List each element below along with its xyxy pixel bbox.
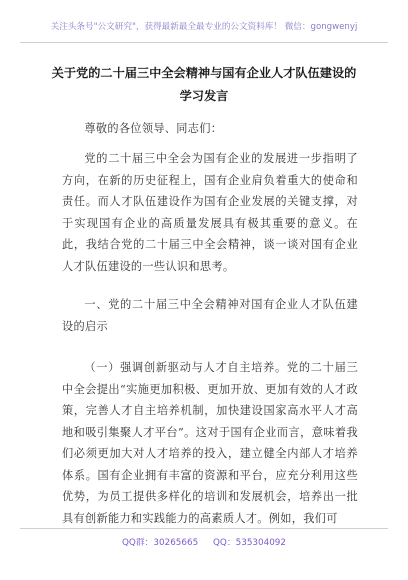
greeting-paragraph: 尊敬的各位领导、同志们： [84, 122, 223, 135]
footer-contact [20, 528, 388, 557]
header-banner: 关注头条号"公文研究"，获得最新最全最专业的公文资料库！ 微信：gongwenyj [20, 12, 388, 43]
footer-qq: QQ：535304092 [212, 538, 287, 548]
intro-paragraph: 党的二十届三中全会为国有企业的发展进一步指明了方向，在新的历史征程上，国有企业肩负着重大的使命和责任。而人才队伍建设作为国有企业发展的关键支撑，对于实现国有企业的高质量发展具有极其重要的意义。在此，我结合党的二十届三中全会精神，谈一谈对国有企业人才队伍建设的一些认识和思考。 [62, 152, 358, 273]
section-heading: 一、党的二十届三中全会精神对国有企业人才队伍建设的启示 [62, 298, 358, 333]
document-title: 关于党的二十届三中全会精神与国有企业人才队伍建设的 [51, 66, 357, 80]
footer-qq-group: QQ群：30265665 [121, 538, 199, 548]
subsection-paragraph: （一）强调创新驱动与人才自主培养。党的二十届三中全会提出“实施更加积极、更加开放、更加有效的人才政策，完善人才自主培养机制，加快建设国家高水平人才高地和吸引集聚人才平台”。这对于国有企业而言，意味着我们必须更加大对人才培养的投入，建立健全内部人才培养体系。国有企业拥有丰富的资源和平台，应充分利用这些优势，为员工提供多样化的培训和发展机会，培养出一批具有创新能力和实践能力的高素质人才。例如，我们可 [62, 361, 358, 525]
document-title-continued: 学习发言 [179, 89, 229, 103]
